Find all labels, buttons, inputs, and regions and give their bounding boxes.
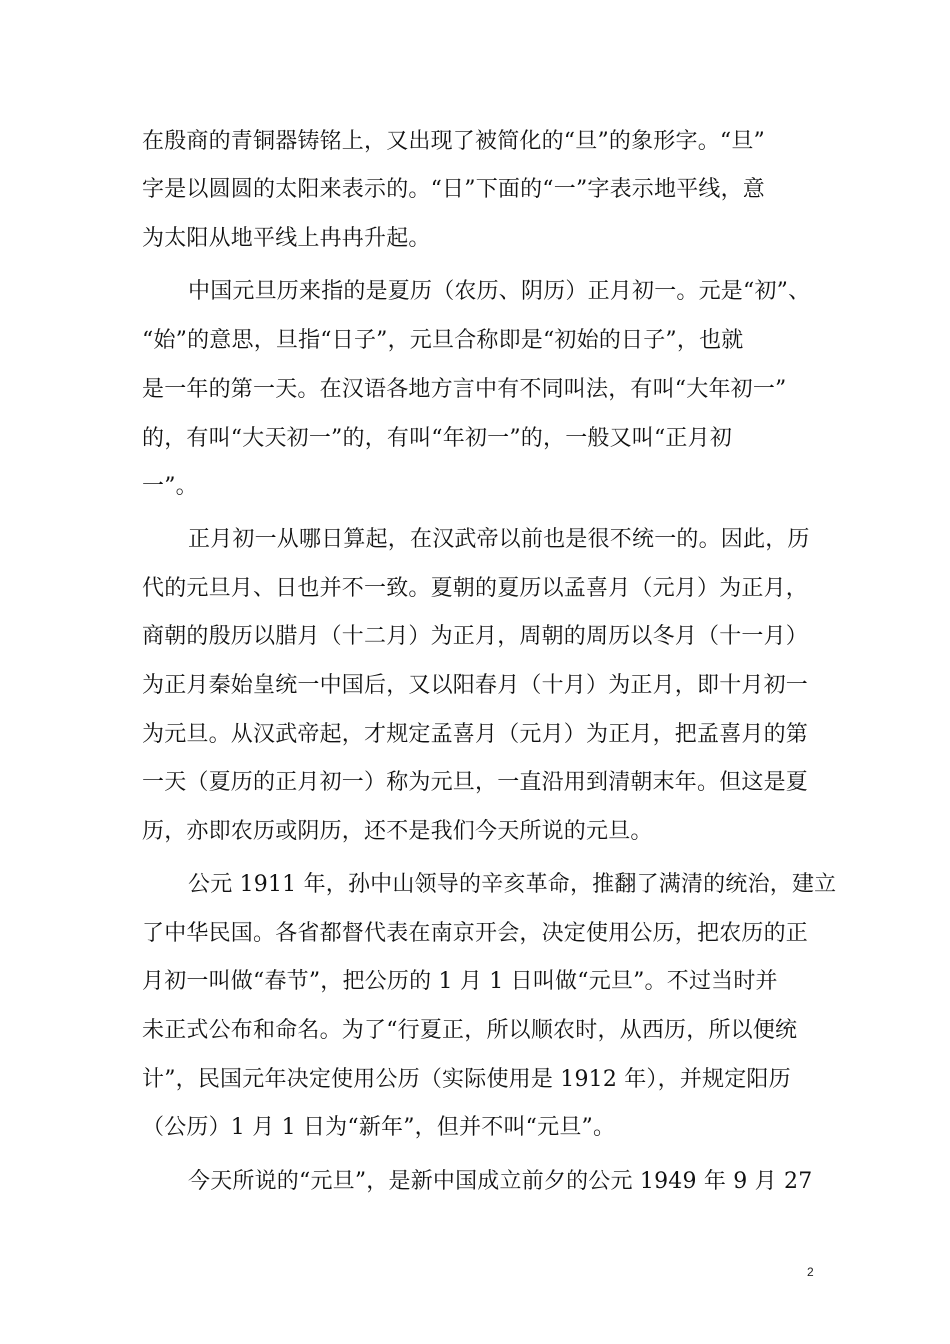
text-line: “始”的意思，旦指“日子”，元旦合称即是“初始的日子”，也就: [142, 328, 744, 353]
text-line: 未正式公布和命名。为了“行夏正，所以顺农时，从西历，所以便统: [142, 1018, 798, 1043]
paragraph-first-line: 今天所说的“元旦”，是新中国成立前夕的公元 1949 年 9 月 27: [188, 1169, 813, 1194]
text-line: 是一年的第一天。在汉语各地方言中有不同叫法，有叫“大年初一”: [142, 377, 787, 402]
text-line: 为正月秦始皇统一中国后，又以阳春月（十月）为正月，即十月初一: [142, 673, 809, 698]
text-line: （公历）1 月 1 日为“新年”，但并不叫“元旦”。: [142, 1115, 616, 1140]
page-number: 2: [807, 1265, 814, 1279]
paragraph-first-line: 中国元旦历来指的是夏历（农历、阴历）正月初一。元是“初”、: [188, 279, 811, 304]
paragraph-first-line: 公元 1911 年，孙中山领导的辛亥革命，推翻了满清的统治，建立: [188, 872, 837, 897]
text-line: 为元旦。从汉武帝起，才规定孟喜月（元月）为正月，把孟喜月的第: [142, 722, 809, 747]
text-line: 一”。: [142, 474, 198, 499]
text-line: 字是以圆圆的太阳来表示的。“日”下面的“一”字表示地平线，意: [142, 177, 765, 202]
text-line: 为太阳从地平线上冉冉升起。: [142, 226, 431, 251]
text-line: 了中华民国。各省都督代表在南京开会，决定使用公历，把农历的正: [142, 921, 809, 946]
text-line: 在殷商的青铜器铸铭上，又出现了被简化的“旦”的象形字。“旦”: [142, 129, 765, 154]
text-line: 计”，民国元年决定使用公历（实际使用是 1912 年），并规定阳历: [142, 1067, 791, 1092]
text-line: 的，有叫“大天初一”的，有叫“年初一”的，一般又叫“正月初: [142, 426, 733, 451]
paragraph-first-line: 正月初一从哪日算起，在汉武帝以前也是很不统一的。因此，历: [188, 527, 810, 552]
text-line: 历，亦即农历或阴历，还不是我们今天所说的元旦。: [142, 819, 653, 844]
text-line: 月初一叫做“春节”，把公历的 1 月 1 日叫做“元旦”。不过当时并: [142, 969, 778, 994]
text-line: 代的元旦月、日也并不一致。夏朝的夏历以孟喜月（元月）为正月，: [142, 576, 809, 601]
text-line: 商朝的殷历以腊月（十二月）为正月，周朝的周历以冬月（十一月）: [142, 624, 809, 649]
text-line: 一天（夏历的正月初一）称为元旦，一直沿用到清朝末年。但这是夏: [142, 770, 809, 795]
